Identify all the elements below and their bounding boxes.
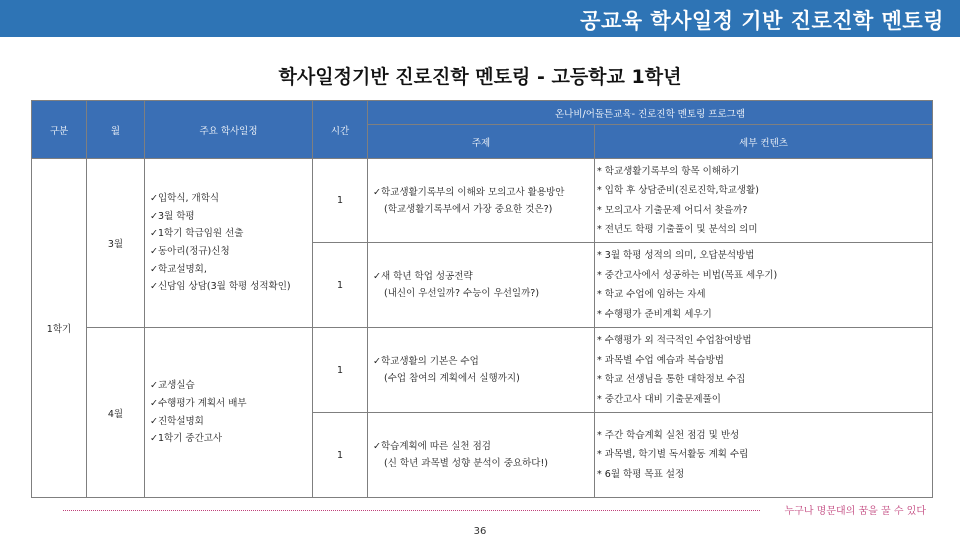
detail-item: * 중간고사에서 성공하는 비법(목표 세우기) — [597, 266, 932, 286]
header-program: 온나비/어돌튼교육- 진로진학 멘토링 프로그램 — [368, 101, 933, 125]
topic-title: ✓ 새 학년 학업 성공전략 — [373, 271, 473, 282]
semester-cell: 1학기 — [32, 159, 87, 498]
header-topic: 주제 — [368, 125, 595, 159]
details-list — [595, 331, 932, 409]
topic-subtitle: (내신이 우선일까? 수능이 우선일까?) — [384, 288, 540, 299]
detail-item: * 전년도 학평 기출풀이 및 분석의 의미 — [597, 220, 932, 240]
topic-cell — [368, 328, 595, 413]
schedule-item: ✓ 신담임 상담(3월 학평 성적확인) — [150, 278, 312, 296]
page-number: 36 — [473, 526, 487, 537]
detail-item: * 과목별 수업 예습과 복습방법 — [597, 351, 932, 371]
schedule-item: ✓ 교생실습 — [150, 377, 312, 395]
header-title: 공교육 학사일정 기반 진로진학 멘토링 — [580, 9, 944, 33]
topic-cell — [368, 243, 595, 328]
footer-divider — [63, 510, 760, 511]
details-list — [595, 426, 932, 485]
schedule-cell — [145, 328, 313, 498]
detail-item: * 주간 학습계획 실천 점검 및 반성 — [597, 426, 932, 446]
schedule-table — [31, 100, 933, 498]
topic-subtitle: (수업 참여의 계획에서 실행까지) — [384, 373, 520, 384]
schedule-list — [145, 377, 312, 447]
schedule-item: ✓ 1학기 학급임원 선출 — [150, 225, 312, 243]
header-bar — [0, 0, 960, 37]
detail-item: * 학교 선생님을 통한 대학정보 수집 — [597, 370, 932, 390]
schedule-item: ✓ 학교설명회, — [150, 261, 312, 279]
header-schedule: 주요 학사일정 — [145, 101, 313, 159]
time-cell: 1 — [313, 413, 368, 498]
details-cell — [595, 243, 933, 328]
header-details: 세부 컨텐츠 — [595, 125, 933, 159]
schedule-item: ✓ 동아리(정규)신청 — [150, 243, 312, 261]
topic-title: ✓ 학습계획에 따른 실천 점검 — [373, 441, 491, 452]
schedule-item: ✓ 수행평가 계획서 배부 — [150, 395, 312, 413]
detail-item: * 6월 학평 목표 설정 — [597, 465, 932, 485]
header-month: 월 — [87, 101, 145, 159]
details-cell — [595, 159, 933, 243]
detail-item: * 학교 수업에 임하는 자세 — [597, 285, 932, 305]
month-cell: 3월 — [87, 159, 145, 328]
detail-item: * 모의고사 기출문제 어디서 찾을까? — [597, 201, 932, 221]
detail-item: * 학교생활기록부의 항목 이해하기 — [597, 162, 932, 182]
schedule-item: ✓ 입학식, 개학식 — [150, 190, 312, 208]
schedule-item: ✓ 진학설명회 — [150, 413, 312, 431]
detail-item: * 입학 후 상담준비(진로진학,학교생활) — [597, 181, 932, 201]
topic-cell — [368, 413, 595, 498]
detail-item: * 3월 학평 성적의 의미, 오답분석방법 — [597, 246, 932, 266]
header-category: 구분 — [32, 101, 87, 159]
topic-subtitle: (신 학년 과목별 성향 분석이 중요하다!) — [384, 458, 548, 469]
schedule-item: ✓ 1학기 중간고사 — [150, 430, 312, 448]
table-row — [32, 159, 933, 243]
details-cell — [595, 328, 933, 413]
detail-item: * 수행평가 준비계획 세우기 — [597, 305, 932, 325]
topic-subtitle: (학교생활기록부에서 가장 중요한 것은?) — [384, 203, 553, 215]
time-cell: 1 — [313, 328, 368, 413]
topic-title: ✓ 학교생활의 기본은 수업 — [373, 356, 479, 367]
detail-item: * 수행평가 외 적극적인 수업참여방법 — [597, 331, 932, 351]
table-row — [32, 328, 933, 413]
footer-slogan: 누구나 명문대의 꿈을 꿀 수 있다 — [784, 506, 926, 517]
page-title: 학사일정기반 진로진학 멘토링 - 고등학교 1학년 — [278, 66, 682, 88]
details-list — [595, 246, 932, 324]
topic-title: ✓ 학교생활기록부의 이해와 모의고사 활용방안 — [373, 187, 564, 198]
month-cell: 4월 — [87, 328, 145, 498]
time-cell: 1 — [313, 243, 368, 328]
topic-cell — [368, 159, 595, 243]
header-time: 시간 — [313, 101, 368, 159]
schedule-list — [145, 190, 312, 296]
time-cell: 1 — [313, 159, 368, 243]
detail-item: * 중간고사 대비 기출문제풀이 — [597, 390, 932, 410]
detail-item: * 과목별, 학기별 독서활동 계획 수립 — [597, 445, 932, 465]
details-list — [595, 162, 932, 240]
schedule-cell — [145, 159, 313, 328]
details-cell — [595, 413, 933, 498]
schedule-item: ✓ 3월 학평 — [150, 208, 312, 226]
